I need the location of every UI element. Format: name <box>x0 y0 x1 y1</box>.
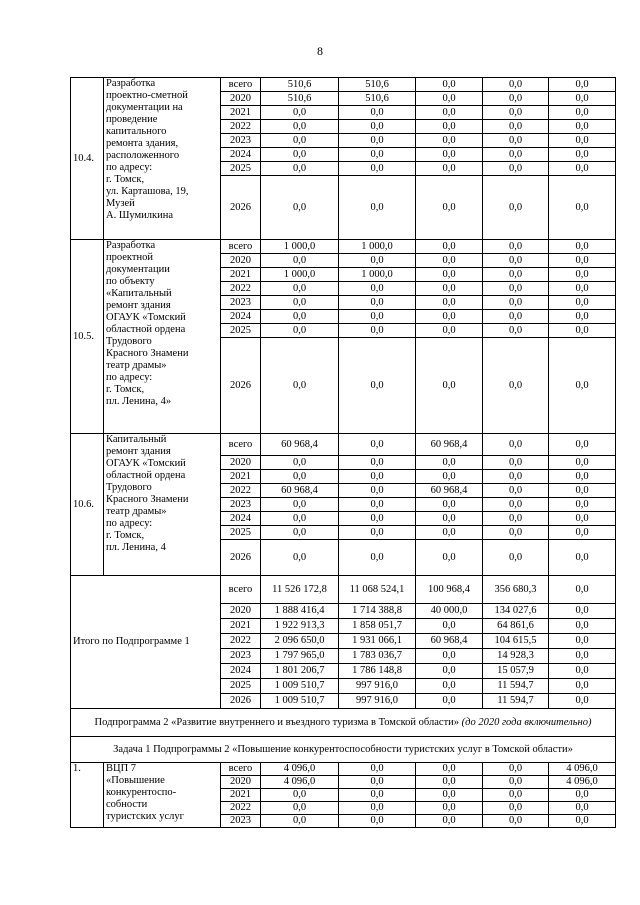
section-row <box>71 709 616 737</box>
value-cell: 0,0 <box>416 162 483 176</box>
value-cell: 0,0 <box>483 296 549 310</box>
value-cell: 0,0 <box>261 176 339 240</box>
year-cell: 2022 <box>221 282 261 296</box>
value-cell: 1 009 510,7 <box>261 694 339 709</box>
year-cell: 2024 <box>221 148 261 162</box>
year-cell: 2021 <box>221 106 261 120</box>
value-cell: 0,0 <box>549 434 616 456</box>
value-cell: 0,0 <box>483 789 549 802</box>
value-cell: 0,0 <box>416 120 483 134</box>
value-cell: 0,0 <box>416 148 483 162</box>
value-cell: 0,0 <box>483 802 549 815</box>
value-cell: 0,0 <box>339 763 416 776</box>
value-cell: 0,0 <box>416 649 483 664</box>
value-cell: 0,0 <box>339 470 416 484</box>
value-cell: 0,0 <box>549 604 616 619</box>
value-cell: 0,0 <box>339 106 416 120</box>
value-cell: 997 916,0 <box>339 679 416 694</box>
value-cell: 0,0 <box>549 162 616 176</box>
value-cell: 0,0 <box>549 498 616 512</box>
value-cell: 0,0 <box>483 282 549 296</box>
budget-table-body <box>71 78 616 828</box>
value-cell: 0,0 <box>261 338 339 434</box>
value-cell: 0,0 <box>416 282 483 296</box>
year-cell: 2020 <box>221 456 261 470</box>
value-cell: 0,0 <box>339 498 416 512</box>
value-cell: 0,0 <box>416 512 483 526</box>
value-cell: 0,0 <box>483 484 549 498</box>
value-cell: 0,0 <box>416 240 483 254</box>
value-cell: 0,0 <box>261 802 339 815</box>
task-title: Задача 1 Подпрограммы 2 «Повышение конкурентоспособности туристских услуг в Томской области» <box>71 737 616 763</box>
value-cell: 0,0 <box>483 763 549 776</box>
value-cell: 0,0 <box>416 324 483 338</box>
value-cell: 0,0 <box>483 526 549 540</box>
value-cell: 1 000,0 <box>339 268 416 282</box>
value-cell: 0,0 <box>416 310 483 324</box>
value-cell: 60 968,4 <box>416 484 483 498</box>
value-cell: 0,0 <box>261 134 339 148</box>
value-cell: 0,0 <box>261 120 339 134</box>
year-cell: всего <box>221 576 261 604</box>
value-cell: 0,0 <box>549 176 616 240</box>
value-cell: 64 861,6 <box>483 619 549 634</box>
year-cell: 2025 <box>221 162 261 176</box>
value-cell: 1 714 388,8 <box>339 604 416 619</box>
value-cell: 0,0 <box>416 134 483 148</box>
value-cell: 0,0 <box>549 240 616 254</box>
value-cell: 0,0 <box>339 512 416 526</box>
value-cell: 0,0 <box>483 240 549 254</box>
value-cell: 1 797 965,0 <box>261 649 339 664</box>
value-cell: 0,0 <box>549 268 616 282</box>
value-cell: 1 931 066,1 <box>339 634 416 649</box>
value-cell: 1 888 416,4 <box>261 604 339 619</box>
value-cell: 0,0 <box>483 512 549 526</box>
value-cell: 0,0 <box>261 526 339 540</box>
item-number: 1. <box>71 763 104 828</box>
year-cell: 2025 <box>221 679 261 694</box>
value-cell: 0,0 <box>549 664 616 679</box>
value-cell: 0,0 <box>549 649 616 664</box>
value-cell: 0,0 <box>549 512 616 526</box>
value-cell: 0,0 <box>261 148 339 162</box>
value-cell: 0,0 <box>261 512 339 526</box>
value-cell: 0,0 <box>483 776 549 789</box>
value-cell: 0,0 <box>339 254 416 268</box>
year-cell: 2020 <box>221 776 261 789</box>
value-cell: 0,0 <box>416 338 483 434</box>
year-cell: 2023 <box>221 498 261 512</box>
item-number: 10.4. <box>71 78 104 240</box>
value-cell: 0,0 <box>416 763 483 776</box>
value-cell: 0,0 <box>339 162 416 176</box>
value-cell: 0,0 <box>261 470 339 484</box>
year-cell: 2020 <box>221 604 261 619</box>
value-cell: 0,0 <box>339 540 416 576</box>
value-cell: 0,0 <box>339 338 416 434</box>
value-cell: 0,0 <box>416 679 483 694</box>
value-cell: 11 068 524,1 <box>339 576 416 604</box>
section-row <box>71 737 616 763</box>
value-cell: 0,0 <box>416 268 483 282</box>
value-cell: 4 096,0 <box>261 776 339 789</box>
year-cell: 2025 <box>221 324 261 338</box>
value-cell: 1 858 051,7 <box>339 619 416 634</box>
value-cell: 0,0 <box>483 310 549 324</box>
value-cell: 0,0 <box>549 338 616 434</box>
value-cell: 11 526 172,8 <box>261 576 339 604</box>
year-cell: 2021 <box>221 268 261 282</box>
value-cell: 0,0 <box>549 148 616 162</box>
value-cell: 0,0 <box>549 634 616 649</box>
value-cell: 0,0 <box>483 78 549 92</box>
year-cell: 2021 <box>221 789 261 802</box>
value-cell: 0,0 <box>261 540 339 576</box>
value-cell: 0,0 <box>549 802 616 815</box>
year-cell: 2020 <box>221 92 261 106</box>
value-cell: 0,0 <box>416 470 483 484</box>
budget-table <box>70 77 616 828</box>
value-cell: 0,0 <box>416 802 483 815</box>
value-cell: 0,0 <box>339 802 416 815</box>
subprogram-title: Подпрограмма 2 «Развитие внутреннего и въездного туризма в Томской области» (до 2020 года включительно) <box>71 709 616 737</box>
value-cell: 0,0 <box>483 470 549 484</box>
value-cell: 134 027,6 <box>483 604 549 619</box>
value-cell: 0,0 <box>549 78 616 92</box>
year-cell: 2022 <box>221 802 261 815</box>
value-cell: 0,0 <box>549 484 616 498</box>
value-cell: 1 000,0 <box>261 240 339 254</box>
table-row <box>71 434 616 456</box>
value-cell: 510,6 <box>339 78 416 92</box>
item-description: ВЦП 7 «Повышение конкурентоспо- собности туристских услуг <box>104 763 221 828</box>
year-cell: всего <box>221 240 261 254</box>
value-cell: 0,0 <box>416 664 483 679</box>
value-cell: 0,0 <box>339 148 416 162</box>
value-cell: 0,0 <box>483 254 549 268</box>
year-cell: 2022 <box>221 120 261 134</box>
value-cell: 356 680,3 <box>483 576 549 604</box>
value-cell: 0,0 <box>549 679 616 694</box>
value-cell: 0,0 <box>339 789 416 802</box>
item-description: Разработка проектной документации по объекту «Капитальный ремонт здания ОГАУК «Томский областной ордена Трудового Красного Знамени театр драмы» по адресу: г. Томск, пл. Ленина, 4» <box>104 240 221 434</box>
value-cell: 2 096 650,0 <box>261 634 339 649</box>
value-cell: 0,0 <box>261 296 339 310</box>
year-cell: 2022 <box>221 484 261 498</box>
value-cell: 4 096,0 <box>261 763 339 776</box>
value-cell: 0,0 <box>261 789 339 802</box>
value-cell: 0,0 <box>549 254 616 268</box>
value-cell: 0,0 <box>416 176 483 240</box>
year-cell: 2020 <box>221 254 261 268</box>
year-cell: всего <box>221 434 261 456</box>
value-cell: 0,0 <box>261 456 339 470</box>
value-cell: 0,0 <box>549 92 616 106</box>
value-cell: 0,0 <box>483 815 549 828</box>
value-cell: 60 968,4 <box>416 634 483 649</box>
value-cell: 0,0 <box>416 498 483 512</box>
table-row <box>71 576 616 604</box>
value-cell: 1 783 036,7 <box>339 649 416 664</box>
year-cell: всего <box>221 78 261 92</box>
value-cell: 0,0 <box>483 92 549 106</box>
value-cell: 0,0 <box>339 296 416 310</box>
value-cell: 0,0 <box>483 338 549 434</box>
value-cell: 0,0 <box>549 296 616 310</box>
year-cell: 2022 <box>221 634 261 649</box>
year-cell: 2026 <box>221 338 261 434</box>
value-cell: 0,0 <box>416 540 483 576</box>
value-cell: 510,6 <box>261 78 339 92</box>
value-cell: 0,0 <box>549 540 616 576</box>
year-cell: 2024 <box>221 512 261 526</box>
value-cell: 0,0 <box>416 815 483 828</box>
value-cell: 0,0 <box>416 694 483 709</box>
value-cell: 0,0 <box>339 456 416 470</box>
value-cell: 0,0 <box>261 324 339 338</box>
value-cell: 0,0 <box>261 162 339 176</box>
value-cell: 0,0 <box>261 310 339 324</box>
value-cell: 0,0 <box>549 619 616 634</box>
value-cell: 0,0 <box>549 106 616 120</box>
value-cell: 0,0 <box>483 456 549 470</box>
value-cell: 0,0 <box>416 776 483 789</box>
value-cell: 0,0 <box>549 815 616 828</box>
item-number: 10.5. <box>71 240 104 434</box>
value-cell: 0,0 <box>416 106 483 120</box>
value-cell: 100 968,4 <box>416 576 483 604</box>
year-cell: 2024 <box>221 310 261 324</box>
value-cell: 104 615,5 <box>483 634 549 649</box>
value-cell: 0,0 <box>483 134 549 148</box>
value-cell: 0,0 <box>483 434 549 456</box>
value-cell: 0,0 <box>339 526 416 540</box>
table-row <box>71 763 616 776</box>
value-cell: 510,6 <box>261 92 339 106</box>
year-cell: 2023 <box>221 815 261 828</box>
value-cell: 15 057,9 <box>483 664 549 679</box>
value-cell: 14 928,3 <box>483 649 549 664</box>
value-cell: 0,0 <box>483 540 549 576</box>
value-cell: 0,0 <box>261 282 339 296</box>
value-cell: 0,0 <box>549 282 616 296</box>
value-cell: 0,0 <box>416 789 483 802</box>
value-cell: 0,0 <box>339 176 416 240</box>
value-cell: 0,0 <box>483 176 549 240</box>
value-cell: 0,0 <box>549 526 616 540</box>
value-cell: 0,0 <box>549 694 616 709</box>
table-row <box>71 78 616 92</box>
value-cell: 510,6 <box>339 92 416 106</box>
year-cell: 2023 <box>221 649 261 664</box>
value-cell: 0,0 <box>549 789 616 802</box>
page-number: 8 <box>317 44 323 58</box>
year-cell: всего <box>221 763 261 776</box>
value-cell: 0,0 <box>549 324 616 338</box>
value-cell: 0,0 <box>483 162 549 176</box>
value-cell: 0,0 <box>483 106 549 120</box>
value-cell: 0,0 <box>416 456 483 470</box>
item-description: Капитальный ремонт здания ОГАУК «Томский областной ордена Трудового Красного Знамени театр драмы» по адресу: г. Томск, пл. Ленина, 4 <box>104 434 221 576</box>
value-cell: 0,0 <box>261 254 339 268</box>
value-cell: 60 968,4 <box>261 484 339 498</box>
value-cell: 1 801 206,7 <box>261 664 339 679</box>
value-cell: 0,0 <box>339 324 416 338</box>
year-cell: 2026 <box>221 540 261 576</box>
value-cell: 0,0 <box>339 282 416 296</box>
subprogram-note: (до 2020 года включительно) <box>461 716 592 728</box>
value-cell: 11 594,7 <box>483 679 549 694</box>
value-cell: 0,0 <box>483 148 549 162</box>
value-cell: 0,0 <box>339 776 416 789</box>
value-cell: 1 786 148,8 <box>339 664 416 679</box>
value-cell: 0,0 <box>549 134 616 148</box>
value-cell: 0,0 <box>483 324 549 338</box>
value-cell: 0,0 <box>549 456 616 470</box>
year-cell: 2026 <box>221 176 261 240</box>
value-cell: 1 000,0 <box>339 240 416 254</box>
year-cell: 2026 <box>221 694 261 709</box>
value-cell: 0,0 <box>416 619 483 634</box>
value-cell: 0,0 <box>416 254 483 268</box>
value-cell: 60 968,4 <box>261 434 339 456</box>
value-cell: 0,0 <box>416 526 483 540</box>
item-number: 10.6. <box>71 434 104 576</box>
value-cell: 0,0 <box>261 815 339 828</box>
value-cell: 4 096,0 <box>549 763 616 776</box>
value-cell: 0,0 <box>261 498 339 512</box>
value-cell: 0,0 <box>339 484 416 498</box>
year-cell: 2023 <box>221 134 261 148</box>
value-cell: 4 096,0 <box>549 776 616 789</box>
value-cell: 0,0 <box>339 310 416 324</box>
value-cell: 40 000,0 <box>416 604 483 619</box>
year-cell: 2025 <box>221 526 261 540</box>
value-cell: 997 916,0 <box>339 694 416 709</box>
year-cell: 2021 <box>221 619 261 634</box>
value-cell: 0,0 <box>483 498 549 512</box>
year-cell: 2023 <box>221 296 261 310</box>
value-cell: 0,0 <box>416 296 483 310</box>
total-label: Итого по Подпрограмме 1 <box>71 576 221 709</box>
value-cell: 0,0 <box>416 78 483 92</box>
value-cell: 1 000,0 <box>261 268 339 282</box>
value-cell: 0,0 <box>339 434 416 456</box>
value-cell: 1 922 913,3 <box>261 619 339 634</box>
value-cell: 0,0 <box>549 470 616 484</box>
item-description: Разработка проектно-сметной документации на проведение капитального ремонта здания, расположенного по адресу: г. Томск, ул. Карташова, 19, Музей А. Шумилкина <box>104 78 221 240</box>
value-cell: 0,0 <box>483 120 549 134</box>
value-cell: 0,0 <box>483 268 549 282</box>
value-cell: 0,0 <box>416 92 483 106</box>
value-cell: 0,0 <box>261 106 339 120</box>
value-cell: 1 009 510,7 <box>261 679 339 694</box>
year-cell: 2021 <box>221 470 261 484</box>
table-row <box>71 240 616 254</box>
value-cell: 0,0 <box>339 134 416 148</box>
value-cell: 0,0 <box>549 576 616 604</box>
value-cell: 11 594,7 <box>483 694 549 709</box>
value-cell: 0,0 <box>339 120 416 134</box>
year-cell: 2024 <box>221 664 261 679</box>
value-cell: 0,0 <box>549 120 616 134</box>
value-cell: 0,0 <box>549 310 616 324</box>
value-cell: 60 968,4 <box>416 434 483 456</box>
value-cell: 0,0 <box>339 815 416 828</box>
